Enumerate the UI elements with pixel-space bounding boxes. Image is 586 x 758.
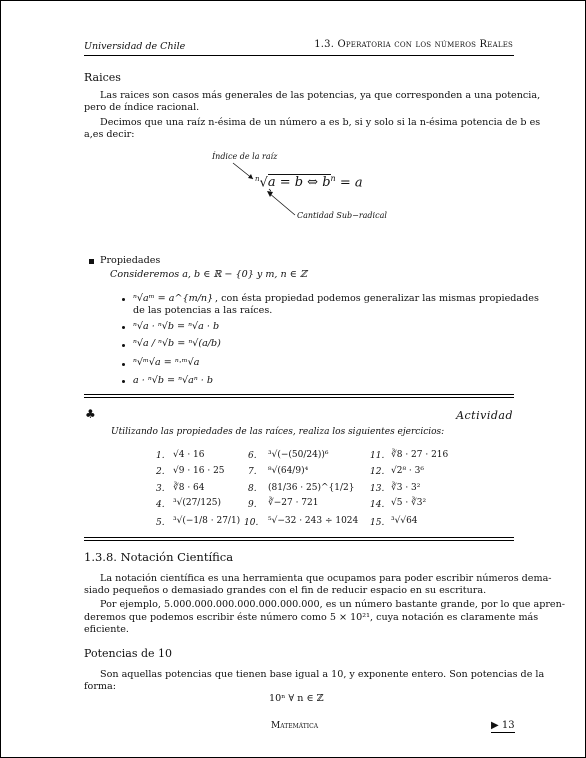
exercise-number: 3. [156, 484, 165, 494]
label-indice: Índice de la raíz [212, 152, 278, 161]
section-title-raices: Raices [84, 71, 121, 84]
list-bullet [122, 363, 125, 366]
notacion-p1: La notación científica es una herramienta que ocupamos para poder escribir números dema- [100, 573, 552, 584]
header-rule [84, 55, 514, 56]
exercise-number: 5. [156, 518, 165, 528]
bullet-square [89, 259, 94, 264]
notacion-p2b: deremos que podemos escribir éste número como 5 × 10²¹, cuya notación es claramente más [84, 612, 539, 623]
prop-item-4: ⁿ√ᵐ√a = ⁿ·ᵐ√a [133, 357, 200, 368]
formula-exp: n [330, 174, 336, 183]
section-title-potencias10: Potencias de 10 [84, 647, 173, 660]
exercise-expr: ⁸√(64/9)⁴ [268, 466, 309, 476]
formula-rhs: = a [335, 175, 363, 191]
list-bullet [122, 344, 125, 347]
footer-rule [491, 732, 515, 733]
exercise-number: 11. [370, 451, 385, 461]
exercise-number: 14. [370, 500, 385, 510]
exercise-expr: ³√√64 [391, 516, 418, 526]
exercise-expr: ³√(−(50/24))⁶ [268, 450, 329, 460]
exercise-expr: √9 · 16 · 25 [173, 466, 225, 476]
potencias10-formula: 10ⁿ ∀ n ∈ ℤ [269, 693, 324, 704]
exercise-number: 6. [248, 451, 257, 461]
exercise-expr: √4 · 16 [173, 450, 205, 460]
exercise-number: 15. [370, 518, 385, 528]
exercise-expr: ³√(27/125) [173, 498, 222, 508]
exercise-expr: ∛3 · 3² [391, 483, 421, 493]
exercise-number: 7. [248, 467, 257, 477]
exercise-expr: ∛−27 · 721 [268, 498, 319, 508]
radical-formula: $^n$√a = b ⇔ $b^n = a$ [255, 174, 363, 191]
raices-paragraph-1b: pero de índice racional. [84, 102, 200, 113]
activity-rule-top-2 [84, 397, 514, 398]
propiedades-intro: Consideremos a, b ∈ ℝ − {0} y m, n ∈ ℤ [110, 269, 307, 280]
exercise-number: 9. [248, 500, 257, 510]
exercise-number: 8. [248, 484, 257, 494]
potencias10-p1b: forma: [84, 681, 116, 692]
prop-item-3: ⁿ√a / ⁿ√b = ⁿ√(a/b) [133, 338, 221, 349]
exercise-number: 12. [370, 467, 385, 477]
activity-instruction: Utilizando las propiedades de las raíces, realiza los siguientes ejercicios: [111, 427, 445, 437]
potencias10-p1: Son aquellas potencias que tienen base igual a 10, y exponente entero. Son potencias de la [100, 669, 545, 680]
prop-item-2: ⁿ√a · ⁿ√b = ⁿ√a · b [133, 321, 220, 332]
prop-item-1-note: , con ésta propiedad podemos generalizar las mismas propiedades [215, 293, 539, 304]
exercise-expr: ⁵√−32 · 243 ÷ 1024 [268, 516, 359, 526]
section-title-notacion: 1.3.8. Notación Científica [84, 550, 234, 564]
raices-paragraph-2: Decimos que una raíz n-ésima de un número a es b, si y solo si la n-ésima potencia de b es [100, 117, 541, 128]
exercise-expr: ³√(−1/8 · 27/1) [173, 516, 241, 526]
activity-title: Actividad [456, 409, 513, 422]
list-bullet [122, 380, 125, 383]
exercise-number: 13. [370, 484, 385, 494]
prop-item-5: a · ⁿ√b = ⁿ√aⁿ · b [133, 375, 214, 386]
exercise-number: 10. [244, 518, 259, 528]
footer-page-number: ▶ 13 [491, 720, 515, 731]
activity-rule-bottom-2 [84, 540, 514, 541]
formula-index: n [255, 175, 260, 183]
footer-center: Matemática [271, 721, 319, 731]
propiedades-title: Propiedades [100, 255, 161, 266]
exercise-expr: √2⁸ · 3⁶ [391, 466, 424, 476]
activity-rule-top-1 [84, 394, 514, 395]
raices-paragraph-1: Las raices son casos más generales de las potencias, ya que corresponden a una potencia, [100, 90, 541, 101]
exercise-expr: ∛8 · 64 [173, 483, 205, 493]
label-cantidad: Cantidad Sub−radical [297, 211, 387, 220]
prop-item-1-note2: de las potencias a las raíces. [133, 305, 273, 316]
prop-item-1: ⁿ√aᵐ = a^{m/n} [133, 293, 214, 304]
activity-rule-bottom-1 [84, 537, 514, 538]
notacion-p2: Por ejemplo, 5.000.000.000.000.000.000.000, es un número bastante grande, por lo que apren- [100, 599, 566, 610]
notacion-p1b: siado pequeños o demasiado grandes con el fin de reducir espacio en su escritura. [84, 585, 487, 596]
exercise-expr: √5 · ∛3² [391, 498, 427, 508]
exercise-number: 4. [156, 500, 165, 510]
raices-paragraph-2b: a,es decir: [84, 129, 135, 140]
exercise-expr: ∛8 · 27 · 216 [391, 450, 449, 460]
list-bullet [122, 298, 125, 301]
list-bullet [122, 326, 125, 329]
header-left: Universidad de Chile [84, 41, 186, 52]
notacion-p2c: eficiente. [84, 624, 129, 635]
header-right: 1.3. Operatoria con los números Reales [314, 39, 513, 50]
exercise-expr: (81/36 · 25)^{1/2} [268, 483, 355, 493]
exercise-number: 1. [156, 451, 165, 461]
club-icon: ♣ [85, 407, 96, 421]
exercise-number: 2. [156, 467, 165, 477]
formula-lhs: a = b ⇔ b [267, 175, 331, 191]
